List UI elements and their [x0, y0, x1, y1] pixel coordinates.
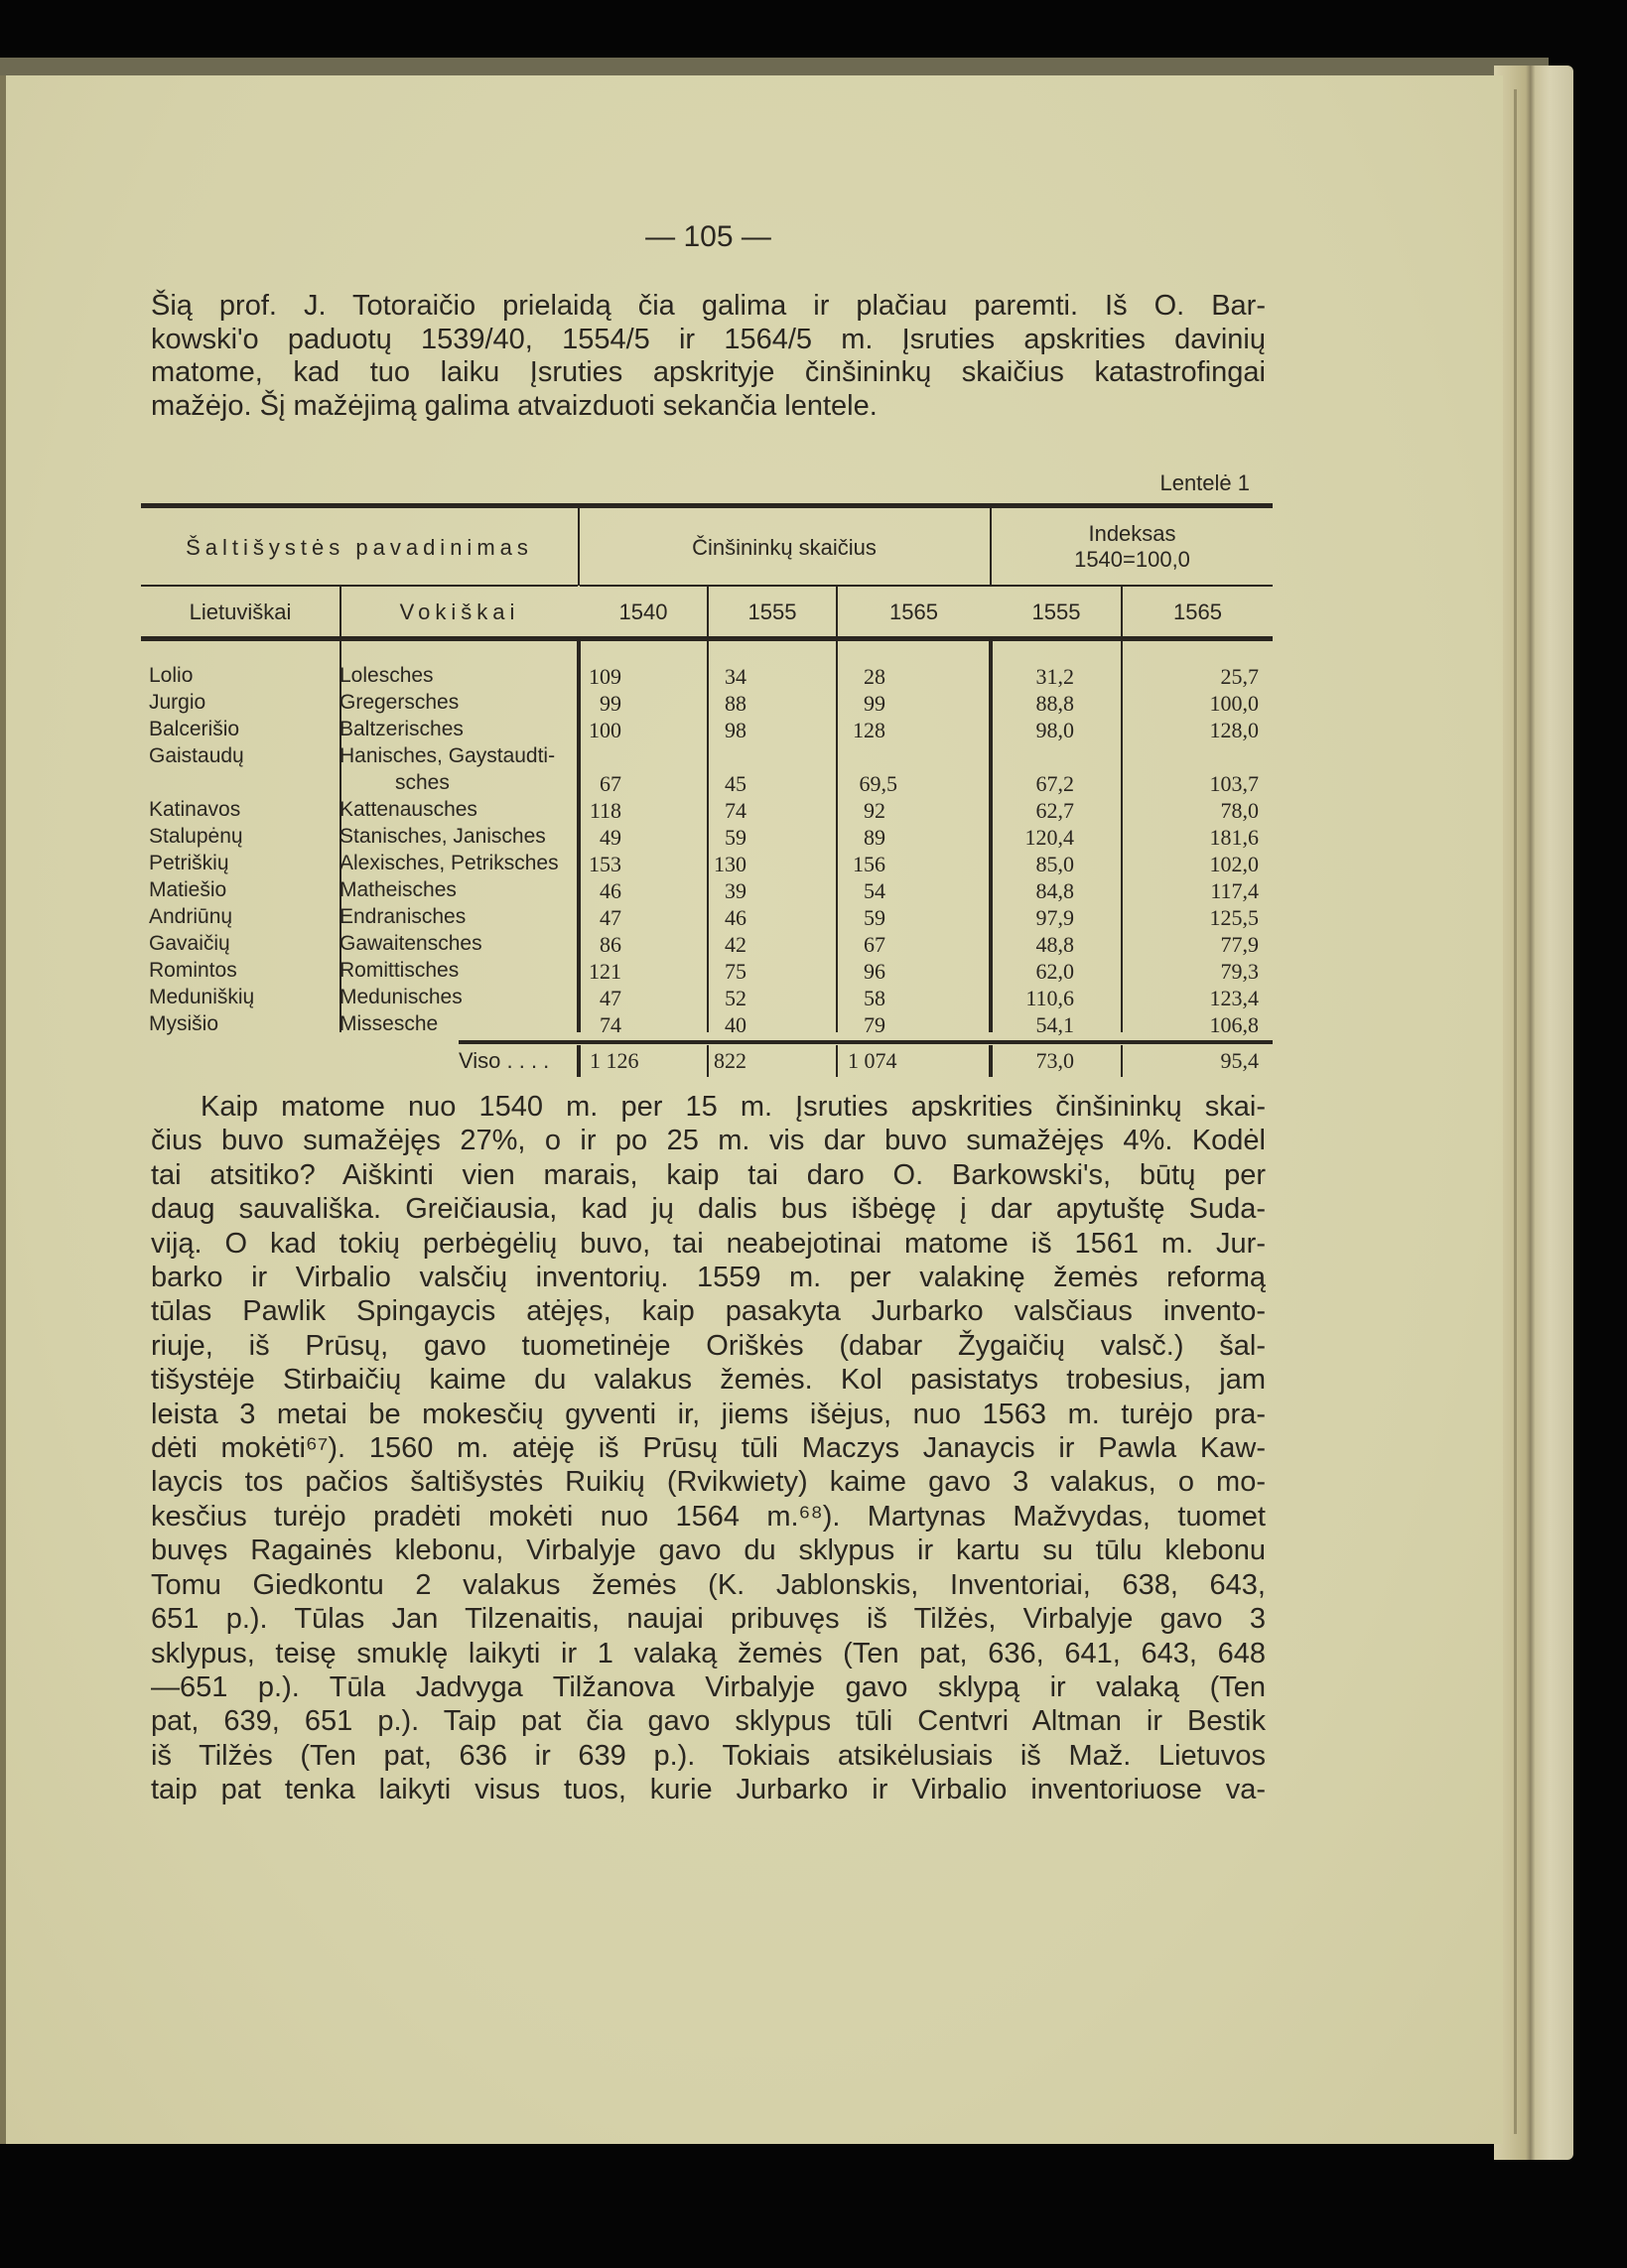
- cell-1565: 69,5: [859, 771, 897, 796]
- body-line: dėti mokėti⁶⁷). 1560 m. atėję iš Prūsų tūli Maczys Janaycis ir Pawla Kaw-: [151, 1432, 1266, 1465]
- cell-de: Romittisches: [339, 959, 460, 982]
- cell-idx1565: 106,8: [1209, 1012, 1259, 1037]
- cell-1565: 92: [864, 798, 885, 823]
- cell-lt: Mysišio: [149, 1012, 219, 1035]
- cell-1540: 47: [600, 986, 621, 1010]
- cell-1540: 99: [600, 691, 621, 716]
- intro-paragraph: [151, 290, 1266, 423]
- cell-1540: 118: [589, 798, 621, 823]
- body-line: buvęs Ragainės klebonu, Virbalyje gavo du sklypus ir kartu su tūlu klebonu: [151, 1534, 1266, 1567]
- cell-1540: 86: [600, 932, 621, 957]
- cell-lt: Gavaičių: [149, 932, 230, 955]
- cell-1555: 59: [725, 825, 746, 850]
- col-header-idx1565: 1565: [1173, 600, 1222, 624]
- total-1540: 1 126: [590, 1048, 639, 1073]
- cell-1555: 40: [725, 1012, 746, 1037]
- cell-de-continued: sches: [395, 771, 450, 794]
- table-row: [141, 932, 1273, 959]
- cell-idx1565: 78,0: [1220, 798, 1259, 823]
- table-row: [141, 1012, 1273, 1039]
- table-row: [141, 718, 1273, 744]
- table-row: [141, 825, 1273, 852]
- cell-1555: 46: [725, 905, 746, 930]
- cell-1555: 74: [725, 798, 746, 823]
- body-line: kesčius turėjo pradėti mokėti nuo 1564 m.⁶⁸). Martynas Mažvydas, tuomet: [151, 1500, 1266, 1533]
- cell-idx1565: 102,0: [1209, 852, 1259, 876]
- cell-de: Matheisches: [339, 878, 457, 901]
- cell-idx1565: 181,6: [1209, 825, 1259, 850]
- col-divider: [707, 587, 709, 638]
- cell-1540: 121: [589, 959, 621, 984]
- cell-idx1565: 100,0: [1209, 691, 1259, 716]
- body-line: tūlas Pawlik Spingaycis atėjęs, kaip pasakyta Jurbarko valsčiaus invento-: [151, 1295, 1266, 1328]
- table-row: [141, 852, 1273, 878]
- header-counts: Činšininkų skaičius: [692, 535, 877, 560]
- cell-1540: 46: [600, 878, 621, 903]
- body-line: pat, 639, 651 p.). Taip pat čia gavo sklypus tūli Centvri Altman ir Bestik: [151, 1705, 1266, 1738]
- col-header-idx1555: 1555: [1031, 600, 1081, 624]
- cell-1555: 88: [725, 691, 746, 716]
- cell-1540: 153: [589, 852, 621, 876]
- cell-1565: 58: [864, 986, 885, 1010]
- cell-1565: 156: [853, 852, 885, 876]
- intro-line: matome, kad tuo laiku Įsruties apskrityje činšininkų skaičius katastrofingai: [151, 356, 1266, 388]
- cell-de: Missesche: [339, 1012, 439, 1035]
- cell-de: Medunisches: [339, 986, 463, 1008]
- body-line: leista 3 metai be mokesčių gyventi ir, jiems išėjus, nuo 1563 m. turėjo pra-: [151, 1398, 1266, 1430]
- cell-lt: Katinavos: [149, 798, 241, 821]
- cell-de: Stanisches, Janisches: [339, 825, 546, 848]
- total-idx1565: 95,4: [1220, 1048, 1259, 1073]
- col-divider: [1121, 1045, 1123, 1077]
- cell-1555: 52: [725, 986, 746, 1010]
- col-divider: [339, 587, 341, 638]
- col-divider: [578, 508, 580, 586]
- body-line: —651 p.). Tūla Jadvyga Tilžanova Virbalyje gavo sklypą ir valaką (Ten: [151, 1670, 1266, 1703]
- subheader-rule: [580, 585, 1273, 587]
- cell-idx1555: 67,2: [1035, 771, 1074, 796]
- table-caption: Lentelė 1: [1159, 470, 1250, 495]
- body-line: iš Tilžės (Ten pat, 636 ir 639 p.). Tokiais atsikėlusiais iš Maž. Lietuvos: [151, 1739, 1266, 1772]
- cell-idx1565: 117,4: [1210, 878, 1259, 903]
- col-divider: [836, 1045, 838, 1077]
- cell-lt: Matiešio: [149, 878, 227, 901]
- book-fore-edge: [1494, 66, 1573, 2160]
- body-line: viją. O kad tokių perbėgėlių buvo, tai neabejotinai matome iš 1561 m. Jur-: [151, 1227, 1266, 1260]
- table-row: [141, 798, 1273, 825]
- cell-1540: 109: [589, 664, 621, 689]
- header-index-line2: 1540=100,0: [1074, 547, 1190, 572]
- body-line: riuje, iš Prūsų, gavo tuometinėje Oriškės (dabar Žygaičių valsč.) šal-: [151, 1329, 1266, 1362]
- cell-idx1565: 79,3: [1220, 959, 1259, 984]
- cell-idx1555: 110,6: [1025, 986, 1074, 1010]
- cell-lt: Jurgio: [149, 691, 206, 714]
- cell-de: Gawaitensches: [339, 932, 482, 955]
- body-line: Kaip matome nuo 1540 m. per 15 m. Įsruties apskrities činšininkų skai-: [201, 1091, 1266, 1123]
- total-rule: [459, 1040, 1273, 1044]
- cell-1565: 67: [864, 932, 885, 957]
- cell-lt: Balcerišio: [149, 718, 240, 740]
- body-line: laycis tos pačios šaltišystės Ruikių (Rvikwiety) kaime gavo 3 valakus, o mo-: [151, 1466, 1266, 1499]
- cell-idx1555: 98,0: [1035, 718, 1074, 742]
- cell-1565: 79: [864, 1012, 885, 1037]
- body-line: 651 p.). Tūlas Jan Tilzenaitis, naujai pribuvęs iš Tilžės, Virbalyje gavo 3: [151, 1603, 1266, 1636]
- col-divider: [577, 1045, 581, 1077]
- col-divider: [989, 1045, 993, 1077]
- cell-1540: 67: [600, 771, 621, 796]
- table-row: [141, 905, 1273, 932]
- cell-de: Hanisches, Gaystaudti-: [339, 744, 556, 767]
- table-row: [141, 664, 1273, 691]
- cell-1540: 74: [600, 1012, 621, 1037]
- cell-1555: 34: [725, 664, 746, 689]
- body-paragraph: [151, 1090, 1266, 1807]
- cell-idx1555: 88,8: [1035, 691, 1074, 716]
- table-row: [141, 691, 1273, 718]
- cell-1565: 59: [864, 905, 885, 930]
- cell-lt: Petriškių: [149, 852, 229, 874]
- cell-de: Alexisches, Petriksches: [339, 852, 559, 874]
- total-label: Viso . . . .: [459, 1048, 550, 1073]
- cell-1555: 98: [725, 718, 746, 742]
- intro-line: mažėjo. Šį mažėjimą galima atvaizduoti sekančia lentele.: [151, 389, 878, 422]
- cell-lt: Gaistaudų: [149, 744, 244, 767]
- col-divider: [990, 508, 992, 586]
- cell-lt: Lolio: [149, 664, 194, 687]
- table-row: [141, 986, 1273, 1012]
- cell-idx1555: 84,8: [1035, 878, 1074, 903]
- cell-1540: 49: [600, 825, 621, 850]
- cell-idx1555: 62,7: [1035, 798, 1074, 823]
- header-names: Šaltišystės pavadinimas: [186, 535, 533, 560]
- cell-idx1555: 48,8: [1035, 932, 1074, 957]
- total-1555: 822: [714, 1048, 746, 1073]
- cell-1565: 128: [853, 718, 885, 742]
- cell-1555: 75: [725, 959, 746, 984]
- cell-1555: 42: [725, 932, 746, 957]
- cell-idx1565: 77,9: [1220, 932, 1259, 957]
- col-divider: [707, 1045, 709, 1077]
- body-line: Tomu Giedkontu 2 valakus žemės (K. Jablonskis, Inventoriai, 638, 643,: [151, 1568, 1266, 1601]
- cell-idx1555: 54,1: [1035, 1012, 1074, 1037]
- page-stack-line: [1514, 89, 1517, 2134]
- cell-idx1565: 125,5: [1209, 905, 1259, 930]
- col-header-1565: 1565: [889, 600, 938, 624]
- table-row: [141, 959, 1273, 986]
- cell-idx1555: 62,0: [1035, 959, 1074, 984]
- col-divider: [1121, 587, 1123, 638]
- col-header-1555: 1555: [747, 600, 797, 624]
- body-line: sklypus, teisę smuklę laikyti ir 1 valaką žemės (Ten pat, 636, 641, 643, 648: [151, 1637, 1266, 1669]
- cell-idx1555: 85,0: [1035, 852, 1074, 876]
- table-top-rule: [141, 503, 1273, 508]
- col-header-1540: 1540: [618, 600, 668, 624]
- subheader-rule: [141, 585, 578, 587]
- body-line: barko ir Virbalio valsčių inventorių. 1559 m. per valakinę žemės reformą: [151, 1262, 1266, 1294]
- cell-idx1565: 123,4: [1209, 986, 1259, 1010]
- cell-idx1555: 120,4: [1024, 825, 1074, 850]
- body-line: taip pat tenka laikyti visus tuos, kurie Jurbarko ir Virbalio inventoriuose va-: [151, 1774, 1266, 1806]
- page-number: — 105 —: [645, 220, 771, 253]
- cell-lt: Meduniškių: [149, 986, 255, 1008]
- cell-1565: 54: [864, 878, 885, 903]
- body-line: čius buvo sumažėjęs 27%, o ir po 25 m. vis dar buvo sumažėjęs 4%. Kodėl: [151, 1125, 1266, 1157]
- table-row: [141, 744, 1273, 798]
- cell-1555: 39: [725, 878, 746, 903]
- body-line: tai atsitiko? Aiškinti vien marais, kaip tai daro O. Barkowski's, būtų per: [151, 1158, 1266, 1191]
- cell-idx1565: 103,7: [1209, 771, 1259, 796]
- table-row: [141, 878, 1273, 905]
- cell-idx1565: 25,7: [1220, 664, 1259, 689]
- cell-1555: 45: [725, 771, 746, 796]
- cell-de: Gregersches: [339, 691, 460, 714]
- col-header-lt: Lietuviškai: [189, 600, 292, 624]
- cell-idx1555: 97,9: [1035, 905, 1074, 930]
- cell-idx1565: 128,0: [1209, 718, 1259, 742]
- cell-de: Endranisches: [339, 905, 467, 928]
- col-header-de: Vokiškai: [399, 600, 520, 624]
- intro-line: Šią prof. J. Totoraičio prielaidą čia galima ir plačiau paremti. Iš O. Bar-: [151, 290, 1266, 322]
- cell-lt: Andriūnų: [149, 905, 233, 928]
- cell-de: Lolesches: [339, 664, 434, 687]
- cell-de: Kattenausches: [339, 798, 477, 821]
- cell-1565: 99: [864, 691, 885, 716]
- cell-1565: 96: [864, 959, 885, 984]
- intro-line: kowski'o paduotų 1539/40, 1554/5 ir 1564/5 m. Įsruties apskrities davinių: [151, 323, 1266, 355]
- body-line: daug sauvališka. Greičiausia, kad jų dalis bus išbėgę į dar apytuštę Suda-: [151, 1193, 1266, 1226]
- cell-lt: Romintos: [149, 959, 237, 982]
- header-index-line1: Indeksas: [1088, 521, 1176, 546]
- total-1565: 1 074: [848, 1048, 897, 1073]
- col-divider: [836, 587, 838, 638]
- page-left-edge: [0, 75, 6, 2144]
- cell-lt: Stalupėnų: [149, 825, 243, 848]
- body-line: tišystėje Stirbaičių kaime du valakus žemės. Kol pasistatys trobesius, jam: [151, 1364, 1266, 1397]
- cell-1540: 47: [600, 905, 621, 930]
- cell-de: Baltzerisches: [339, 718, 464, 740]
- cell-1555: 130: [714, 852, 746, 876]
- cell-1565: 28: [864, 664, 885, 689]
- total-idx1555: 73,0: [1035, 1048, 1074, 1073]
- cell-1540: 100: [589, 718, 621, 742]
- cell-1565: 89: [864, 825, 885, 850]
- book-top-edge: [0, 58, 1549, 75]
- cell-idx1555: 31,2: [1035, 664, 1074, 689]
